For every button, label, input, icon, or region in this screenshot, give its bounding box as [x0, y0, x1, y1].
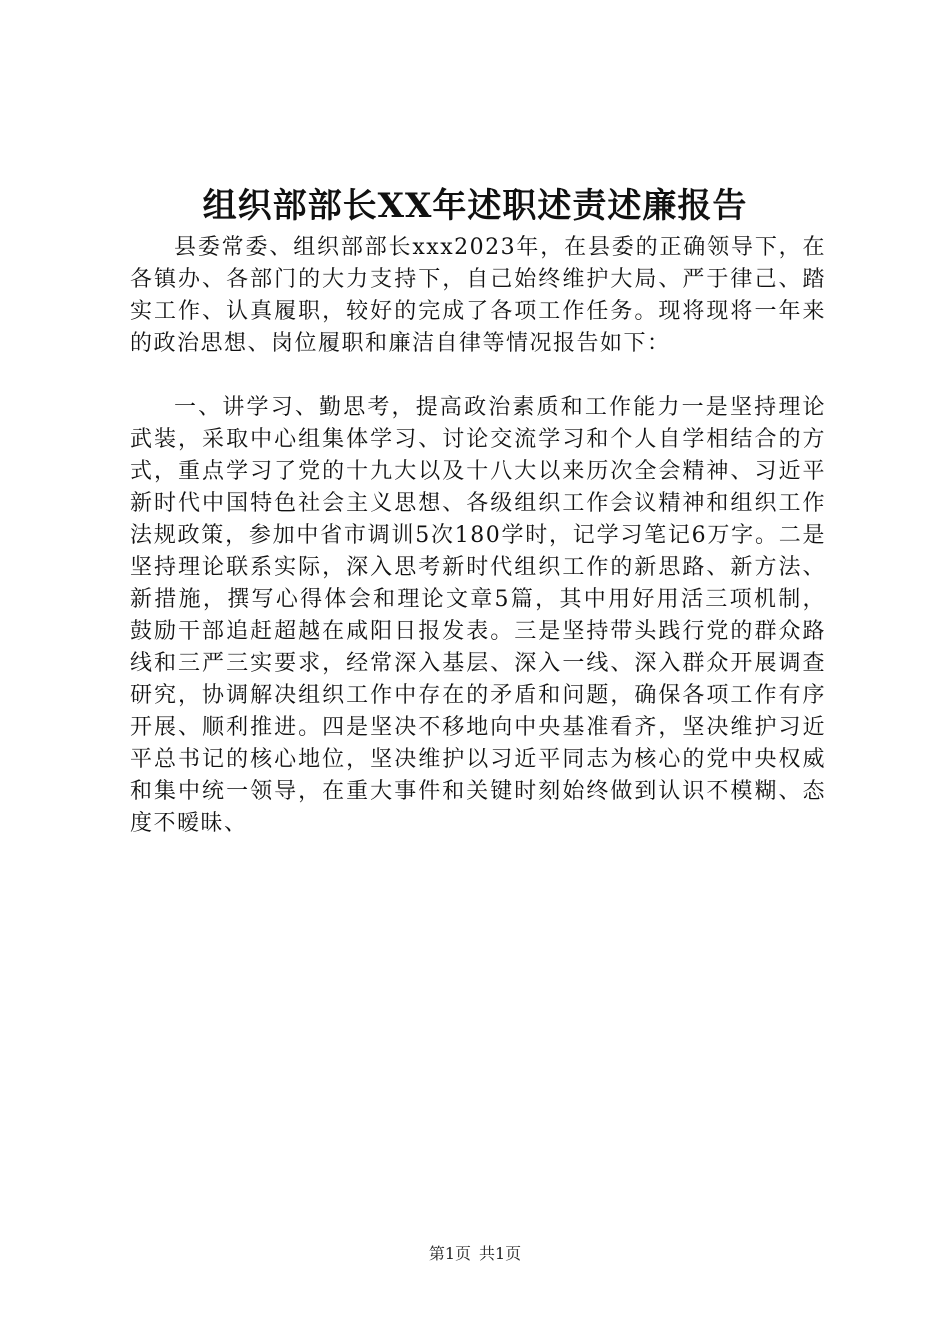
page-number-total: 共1页 — [479, 1244, 522, 1263]
body-paragraph-section-one: 一、讲学习、勤思考，提高政治素质和工作能力一是坚持理论武装，采取中心组集体学习、讨论交流学习和个人自学相结合的方式，重点学习了党的十九大以及十八大以来历次全会精神、习近平新时代中国特色社会主义思想、各级组织工作会议精神和组织工作法规政策，参加中省市调训5次180学时，记学习笔记6万字。二是坚持理论联系实际，深入思考新时代组织工作的新思路、新方法、新措施，撰写心得体会和理论文章5篇，其中用好用活三项机制，鼓励干部追赶超越在咸阳日报发表。三是坚持带头践行党的群众路线和三严三实要求，经常深入基层、深入一线、深入群众开展调查研究，协调解决组织工作中存在的矛盾和问题，确保各项工作有序开展、顺利推进。四是坚决不移地向中央基准看齐，坚决维护习近平总书记的核心地位，坚决维护以习近平同志为核心的党中央权威和集中统一领导，在重大事件和关键时刻始终做到认识不模糊、态度不暧昧、 — [130, 395, 826, 836]
body-paragraph-intro: 县委常委、组织部部长xxx2023年，在县委的正确领导下，在各镇办、各部门的大力支持下，自己始终维护大局、严于律己、踏实工作、认真履职，较好的完成了各项工作任务。现将现将一年来的政治思想、岗位履职和廉洁自律等情况报告如下： — [130, 235, 826, 356]
page-number-current: 第1页 — [428, 1244, 471, 1263]
document-title: 组织部部长XX年述职述责述廉报告 — [202, 186, 748, 226]
page-footer — [0, 1243, 950, 1265]
